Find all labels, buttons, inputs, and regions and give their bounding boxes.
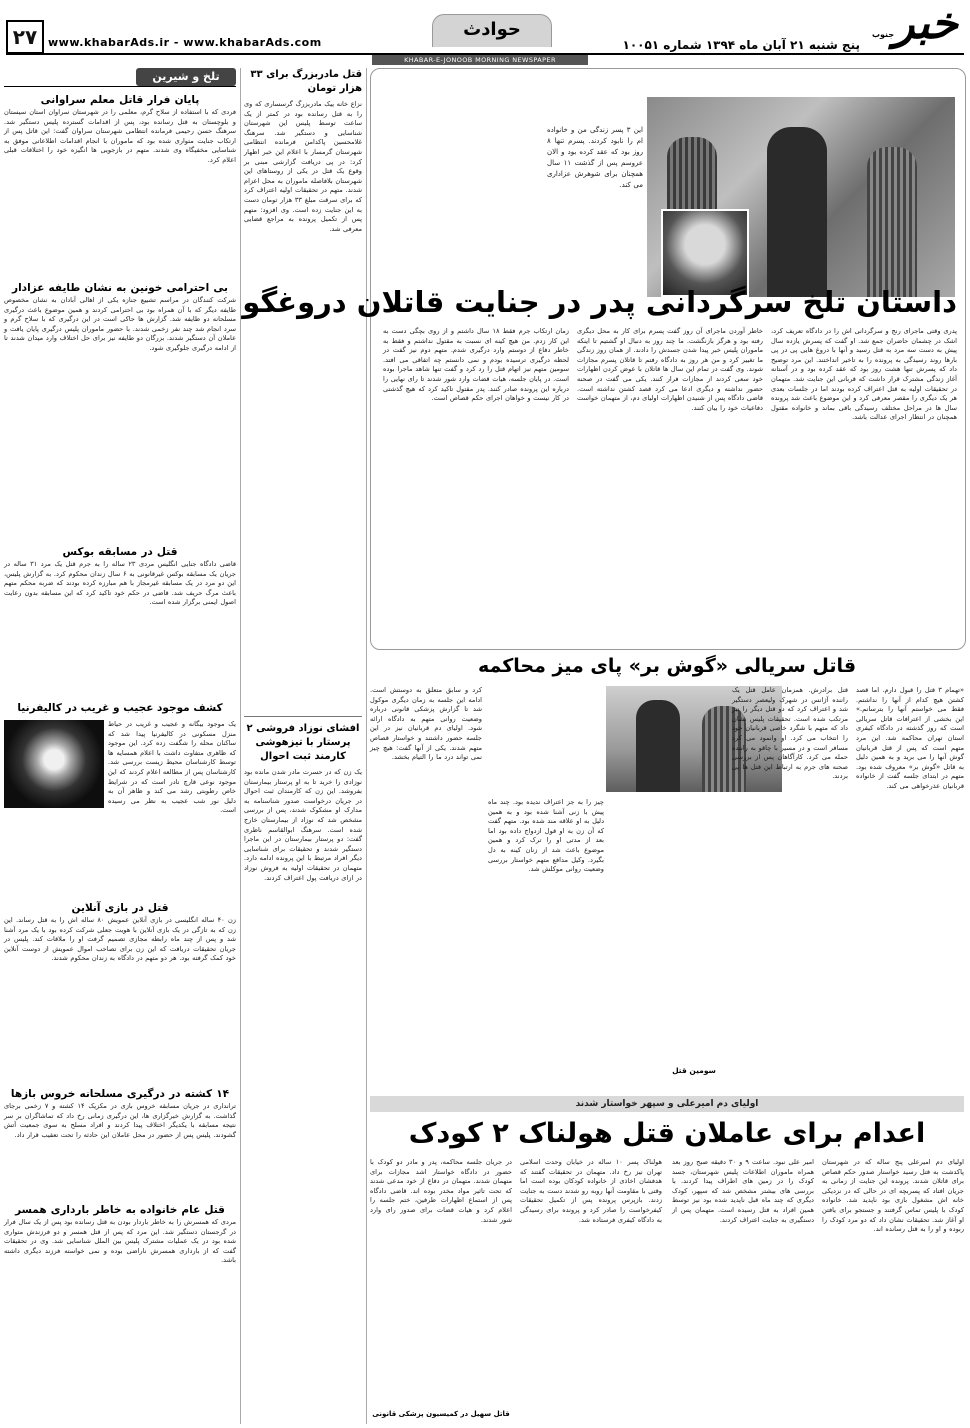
left-column	[4, 68, 236, 1424]
left-column-header-text: تلخ و شیرین	[152, 70, 220, 83]
left-item-1-title: پایان فرار قاتل معلم سراوانی	[40, 94, 200, 106]
subtitle-band-text: KHABAR-E-JONOOB MORNING NEWSPAPER	[404, 56, 556, 64]
left-item-6-title: ۱۴ کشته در درگیری مسلحانه خروس بازها	[10, 1088, 230, 1100]
officer-figure	[636, 700, 680, 792]
suspect-figure-2	[767, 127, 827, 297]
middle-column	[244, 68, 362, 1424]
left-item-1-body: فردی که با استفاده از سلاح گرم، معلمی را در شهرستان سراوان استان سیستان و بلوچستان به قتل رسانده بود، پس از اقدامات گسترده پلیس دستگیر شد. سرهنگ حسن رحیمی فرمانده انتظامی شهرستان سراوان گفت: این قاتل پس از ارتکاب جنایت متواری شده بود که ماموران با انجام اقدامات اطلاعاتی موفق به شناسایی مخفیگاه وی شدند. متهم در بازجویی ها انگیزه خود را اختلافات قبلی اعلام کرد.	[4, 108, 236, 164]
left-item-5-body: زن ۴۰ ساله انگلیسی در بازی آنلاین عمویش ۸۰ ساله اش را به قتل رساند. این زن که به تازگی در یک بازی آنلاین با هویت جعلی شرکت کرده بود با یک مرد آشنا شد و پس از چند ماه رابطه مجازی تصمیم گرفت او را ملاقات کند. پلیس در جریان تحقیقات دریافت که این زن برای تصاحب اموال عمویش از دوست آنلاین خود کمک گرفته بود. هر دو متهم در دادگاه به زندان محکوم شدند.	[4, 916, 236, 963]
section-title-tab	[432, 14, 552, 47]
main-lead-col-3: زمان ارتکاب جرم فقط ۱۸ سال داشتم و از روی بچگی دست به این کار زدم. من هیچ کینه ای نسبت به مقتول نداشتم و فقط به خاطر دفاع از دوستم وارد درگیری شدم. متهم دوم نیز گفت در لحظه درگیری ترسیده بودم و نمی دانستم چه اتفاقی می افتد. سومین متهم نیز اتهام قتل را رد کرد و گفت تنها شاهد ماجرا بوده است. در پایان جلسه، هیات قضات وارد شور شدند تا رای نهایی را درباره این پرونده صادر کنند. پدر مقتول تاکید کرد که هیچ گذشتی در کار نیست و خواهان اجرای حکم قصاص است.	[383, 327, 569, 403]
middle-divider	[244, 716, 362, 717]
section-title: حوادث	[463, 19, 521, 40]
divider-middle	[366, 68, 367, 1424]
left-item-5-title: قتل در بازی آنلاین	[71, 902, 169, 914]
left-item-7	[4, 1202, 236, 1422]
main-lead-col-1: پدری وقتی ماجرای رنج و سرگردانی اش را در دادگاه تعریف کرد، اشک در چشمان حاضران جمع شد. او گفت که پسرش یازده سال پیش به دست سه مرد به قتل رسید و آنها با دروغ هایی پی در پی بارها روند رسیدگی به پرونده را به تاخیر انداختند. این مرد توضیح داد که پسرش تنها هشت روز بود که عقد کرده بود و در آستانه آغاز زندگی مشترک قرار داشت که قربانی این جنایت شد. متهمان در تحقیقات اولیه به قتل اعتراف کرده بودند اما در جلسات بعدی هر یک دیگری را مقصر معرفی کرد و این موضوع باعث شد پرونده سال ها در مراحل مختلف رسیدگی باقی بماند و خانواده مقتول همچنان در انتظار اجرای عدالت باشد.	[771, 327, 957, 422]
left-item-6	[4, 1086, 236, 1196]
left-item-4	[4, 700, 236, 896]
left-column-header	[136, 68, 236, 86]
story-2-col-2: قتل برادرش. همزمان عامل قتل یک راننده آژانس در شهرک ولیعصر دستگیر شد و اعتراف کرد که دو قتل دیگر را نیز مرتکب شده است. تحقیقات پلیس نشان داد که متهم با شگرد خاصی قربانیان خود را انتخاب می کرد. او وانمود می کرد مسافر است و در مسیر با چاقو به راننده حمله می کرد. کارآگاهان پس از بررسی صحنه های جرم به ارتباط این قتل ها پی بردند.	[732, 686, 848, 781]
website[interactable]: www.khabarAds.ir - www.khabarAds.com	[48, 36, 322, 49]
main-lead-col-2: خاطر آوردن ماجرای آن روز گفت پسرم برای کار به محل دیگری رفته بود و هرگز بازنگشت. ما چند روز به دنبال او گشتیم تا اینکه ماموران پلیس خبر پیدا شدن جسدش را دادند. از همان روز زندگی ما تغییر کرد و من هر روز به دادگاه رفتم تا قاتلان پسرم مجازات شوند. وی گفت در تمام این سال ها قاتلان با عوض کردن اظهارات خود سعی کردند از مجازات فرار کنند. یکی می گفت در صحنه حضور نداشته و دیگری ادعا می کرد قصد کشتن نداشته است. قاضی دادگاه پس از شنیدن اظهارات اولیای دم، از متهمان خواست دفاعیات خود را بیان کنند.	[577, 327, 763, 412]
left-item-3-body: قاضی دادگاه جنایی انگلیس مردی ۲۳ ساله را به جرم قتل یک مرد ۳۱ ساله در جریان یک مسابقه بوکس غیرقانونی به ۶ سال زندان محکوم کرد. به گزارش پلیس، این دو مرد در یک مسابقه غیرمجاز با هم مبارزه کرده بودند که ضربه محکم متهم باعث مرگ حریف شد. قاضی در حکم خود تاکید کرد که این مسابقه بدون رعایت اصول ایمنی برگزار شده است.	[4, 560, 237, 607]
story-3-col-3: هولناک پسر ۱۰ ساله در خیابان وحدت اسلامی تهران نیز رخ داد. متهمان در تحقیقات گفتند که هدفشان اخاذی از خانواده کودکان بوده است اما وقتی با مقاومت آنها روبه رو شدند دست به جنایت زدند. بازپرس پرونده پس از تکمیل تحقیقات کیفرخواست را صادر کرد و پرونده برای رسیدگی به دادگاه کیفری فرستاده شد.	[520, 1158, 663, 1224]
middle-item-2-body: یک زن که در حسرت مادر شدن مانده بود نوزادی را خرید تا به او پرستار بیمارستان بفروشد. این زن که کارمندان ثبت احوال در جریان درخواست صدور شناسنامه به مدارک او مشکوک شدند، پس از بررسی مشخص شد که نوزاد از بیمارستان خارج شده است. سرهنگ ابوالقاسم ناظری گفت: دو پرستار بیمارستان در این ماجرا دستگیر شدند و تحقیقات برای شناسایی دیگر افراد مرتبط با این پرونده ادامه دارد. متهمان در تحقیقات اولیه به فروش نوزاد در ازای دریافت پول اعتراف کردند.	[244, 768, 362, 882]
divider-left	[240, 68, 241, 1424]
creature-photo	[4, 720, 104, 808]
left-item-1	[4, 92, 236, 278]
issue-line: پنج شنبه ۲۱ آبان ماه ۱۳۹۴ شماره ۱۰۰۵۱	[622, 38, 860, 52]
logo-text: خبر	[893, 0, 958, 49]
story-2-col-4: کرد و سابق متعلق به دوستش است. ادامه این جلسه به زمان دیگری موکول شد تا گزارش پزشکی قانونی درباره وضعیت روانی متهم به دادگاه ارائه شود. اولیای دم قربانیان نیز در این جلسه حضور داشتند و خواستار قصاص متهم شدند. یکی از آنها گفت: هیچ چیز نمی تواند درد ما را التیام بخشد.	[370, 686, 482, 762]
story-2-col-3: چیز را به جز اعتراف ندیده بود. چند ماه پیش با زنی آشنا شده بود و به همین دلیل به او علاقه مند شده بود. متهم گفت که آن زن به او قول ازدواج داده بود اما بعد از مدتی او را ترک کرد و همین موضوع باعث شد از زنان کینه به دل بگیرد. وکیل مدافع متهم خواستار بررسی وضعیت روانی موکلش شد.	[488, 798, 604, 874]
page-number-box	[6, 20, 44, 54]
story-3-kicker-band	[370, 1096, 964, 1112]
main-story-photo	[647, 97, 955, 297]
left-item-3	[4, 544, 236, 694]
main-photo-caption: این ۳ پسر زندگی من و خانواده ام را نابود کردند. پسرم تنها ۸ روز بود که عقد کرده بود و الان عروسم پس از گذشت ۱۱ سال همچنان برای شوهرش عزاداری می کند.	[547, 126, 643, 189]
left-item-2-body: شرکت کنندگان در مراسم تشییع جنازه یکی از اهالی آبادان به نشان مخصوص طایفه دیگر که با آن همراه بود بی احترامی کردند و همین موضوع باعث درگیری مسلحانه دو طایفه شد. گزارش ها حاکی است در این درگیری که با سلاح گرم و سرد انجام شد چند نفر زخمی شدند. با حضور ماموران پلیس درگیری پایان یافت و عاملان آن دستگیر شدند. بزرگان دو طایفه نیز برای حل اختلاف وارد میدان شدند تا از ادامه درگیری جلوگیری شود.	[4, 296, 236, 352]
left-item-3-title: قتل در مسابقه بوکس	[62, 546, 178, 558]
left-item-7-title: قتل عام خانواده به خاطر بارداری همسر	[15, 1204, 225, 1216]
page-number: ۲۷	[12, 25, 38, 49]
logo-sub: جنوب	[872, 30, 895, 39]
left-item-5	[4, 900, 236, 1080]
story-3-title: اعدام برای عاملان قتل هولناک ۲ کودک	[408, 1118, 926, 1149]
left-item-2	[4, 280, 236, 540]
left-item-4-body: یک موجود بیگانه و عجیب و غریب در حیاط منزل مسکونی در کالیفرنیا پیدا شد که ساکنان محله را شگفت زده کرد. این موجود که ظاهری متفاوت داشت با اعلام همسایه ها توسط کارشناسان محیط زیست بررسی شد. کارشناسان پس از مطالعه اعلام کردند که این موجود نوعی قارچ نادر است که در شرایط خاص رطوبتی رشد می کند و ظاهر آن به دلیل نور شب عجیب به نظر می رسیده است.	[108, 720, 236, 815]
left-item-2-title: بی احترامی خونین به نشان طایفه عزادار	[12, 282, 228, 294]
story-3-col-4: در جریان جلسه محاکمه، پدر و مادر دو کودک با حضور در دادگاه خواستار اشد مجازات برای متهمان شدند. متهمان در دفاع از خود مدعی شدند که تحت تاثیر مواد مخدر بوده اند. قاضی دادگاه پس از استماع اظهارات طرفین، ختم جلسه را اعلام کرد و هیات قضات برای صدور رای وارد شور شدند.	[370, 1158, 512, 1224]
left-item-6-body: ترانداری در جریان مسابقه خروس بازی در مکزیک ۱۴ کشته و ۷ زخمی برجای گذاشت. به گزارش خبرگزاری ها، این درگیری زمانی رخ داد که تماشاگران بر سر نتیجه مسابقه با یکدیگر اختلاف پیدا کردند و افراد مسلح به سوی جمعیت آتش گشودند. پلیس پس از حضور در محل عاملان این حادثه را تحت تعقیب قرار داد.	[4, 1102, 236, 1139]
middle-item-1-title: قتل مادربزرگ برای ۳۳ هزار تومان	[250, 69, 362, 94]
middle-item-1	[244, 68, 362, 708]
suspect-figure-3	[867, 147, 917, 297]
story-2	[370, 652, 964, 1092]
story-2-title: قاتل سریالی «گوش بر» پای میز محاکمه	[477, 655, 857, 677]
story-3-col-2: امیر علی نبود. ساعت ۹ و ۳۰ دقیقه صبح روز بعد همراه ماموران اطلاعات پلیس شهرستان، جسد کودک را در زمین های اطراف پیدا کردند. با بررسی های بیشتر مشخص شد که سپهر، کودک دیگری که چند ماه قبل ناپدید شده بود نیز توسط همین افراد به قتل رسیده است. متهمان پس از دستگیری به جنایت اعتراف کردند.	[672, 1158, 814, 1224]
left-item-4-title: کشف موجود عجیب و غریب در کالیفرنیا	[17, 702, 223, 714]
left-header-rule	[4, 86, 236, 87]
story-2-caption: سومین قتل	[672, 1066, 716, 1075]
story-3-col-1: اولیای دم امیرعلی پنج ساله که در شهرستان پاکدشت به قتل رسید خواستار صدور حکم قصاص برای قاتلان شدند. پرونده این جنایت از زمانی به جریان افتاد که پسربچه ای در حالی که در نزدیکی خانه اش مشغول بازی بود ناپدید شد. خانواده کودک با پلیس تماس گرفتند و جستجو برای یافتن او آغاز شد. تحقیقات نشان داد که دو مرد کودک را ربوده و او را به قتل رسانده اند.	[822, 1158, 964, 1234]
left-item-7-body: مردی که همسرش را به خاطر باردار بودن به قتل رسانده بود پس از یک سال فرار در گرجستان دستگیر شد. این مرد که پس از قتل همسر و دو فرزندش متواری شده بود در یک عملیات مشترک پلیس بین الملل شناسایی شد. وی در تحقیقات گفت که از بارداری همسرش ناراضی بوده و نمی خواسته فرزند دیگری داشته باشد.	[4, 1218, 236, 1265]
middle-item-2-title: افشای نوزاد فروشی ۲ پرستار با تیزهوشی کارمند ثبت احوال	[246, 723, 360, 762]
middle-item-2	[244, 722, 362, 1422]
subtitle-band	[372, 55, 588, 65]
story-3-footer-note: قاتل سهیل در کمیسیون پزشکی قانونی	[372, 1410, 510, 1418]
story-2-col-1: «تهمام ۳ قتل را قبول دارم. اما قصد کشتن هیچ کدام از آنها را نداشتم. فقط می خواستم آنها را بترسانم.» این بخشی از اعترافات قاتل سریالی است که روز گذشته در دادگاه کیفری استان تهران محاکمه شد. این مرد متهم است که پس از قتل قربانیان گوش آنها را می برید و به همین دلیل به قاتل «گوش بر» معروف شده بود. متهم در ابتدای جلسه گفت از خانواده قربانیان عذرخواهی می کند.	[856, 686, 964, 790]
middle-item-1-body: نزاع خانه ییک مادربزرگ گرسساری که وی را به قتل رسانده بود در کمتر از یک ساعت توسط پلیس این شهرستان شناسایی و دستگیر شد. سرهنگ غلامحسین پاکدامن فرمانده انتظامی شهرستان گرمسار با اعلام این خبر اظهار کرد: در پی دریافت گزارشی مبنی بر وقوع یک قتل در یکی از روستاهای این شهرستان بلافاصله ماموران به محل اعزام شدند. متهم در تحقیقات اولیه اعتراف کرد که برای سرقت مبلغ ۳۳ هزار تومان دست به این جنایت زده است. وی افزود: متهم پس از تکمیل پرونده به مراجع قضایی معرفی شد.	[244, 100, 363, 233]
masthead	[0, 0, 970, 66]
story-3-kicker: اولیای دم امیرعلی و سپهر خواستار شدند	[575, 1099, 759, 1109]
story-3	[370, 1096, 964, 1424]
newspaper-logo	[870, 0, 962, 56]
main-story-title: داستان تلخ سرگردانی پدر در جنایت قاتلان دروغگو	[242, 285, 957, 319]
